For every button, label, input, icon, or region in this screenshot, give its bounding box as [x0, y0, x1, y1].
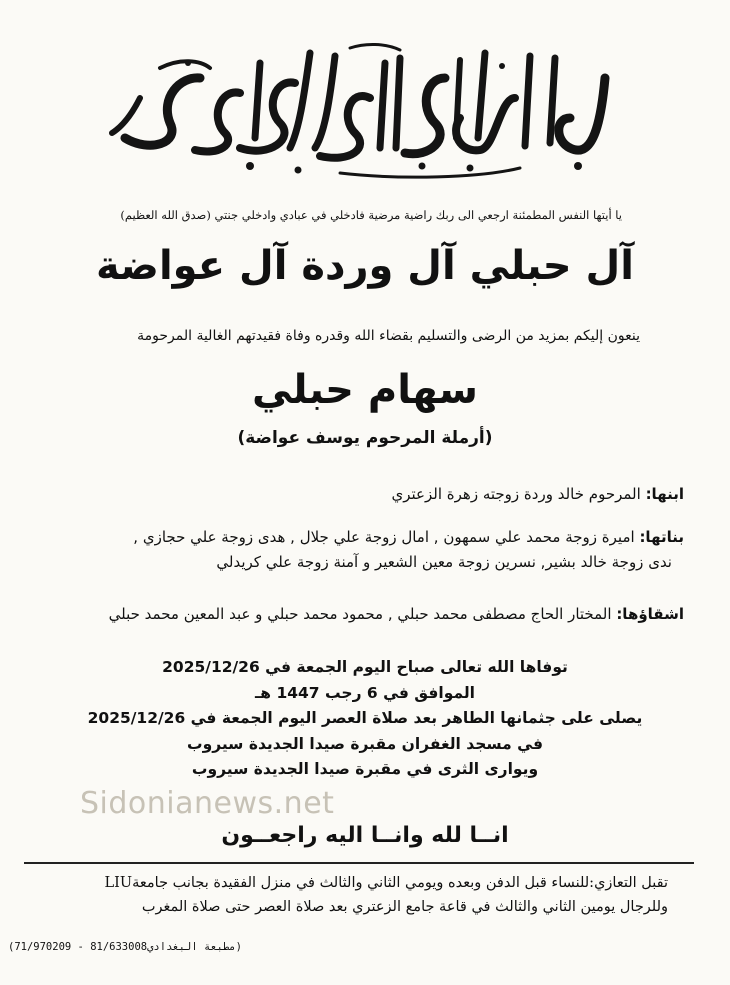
death-date-line: توفاها الله تعالى صباح اليوم الجمعة في 2025/12/26: [162, 658, 568, 676]
condolences-men: وللرجال يومين الثاني والثالث في قاعة جامع الزعتري بعد صلاة العصر حتى صلاة المغرب: [141, 899, 668, 915]
mosque-line: في مسجد الغفران مقبرة صيدا الجديدة سيروب: [187, 735, 543, 753]
daughters-label: بناتها:: [639, 528, 684, 546]
brothers-line: [109, 605, 684, 623]
daughters-line-2: ندى زوجة خالد بشير, نسرين زوجة معين الشعير و آمنة زوجة علي كريدلي: [216, 553, 672, 571]
divider: [24, 862, 694, 864]
deceased-name: سهام حبلي: [252, 367, 478, 413]
announcement-intro: ينعون إليكم بمزيد من الرضى والتسليم بقضاء الله وقدره وفاة فقيدتهم الغالية المرحومة: [137, 328, 640, 344]
burial-line: ويوارى الثرى في مقبرة صيدا الجديدة سيروب: [191, 760, 539, 778]
prayer-line: يصلى على جثمانها الطاهر بعد صلاة العصر اليوم الجمعة في 2025/12/26: [87, 709, 643, 727]
daughters-text-1: اميرة زوجة محمد علي سمهون , امال زوجة علي جلال , هدى زوجة علي حجازي ,: [133, 528, 635, 546]
widow-note: (أرملة المرحوم يوسف عواضة): [237, 428, 493, 448]
son-label: ابنها:: [645, 485, 684, 503]
brothers-label: اشقاؤها:: [616, 605, 684, 623]
watermark: Sidonianews.net: [80, 786, 335, 821]
printer-credit: (مطبعة البغدادي81/633008 - 71/970209): [8, 941, 242, 953]
brothers-text: المختار الحاج مصطفى محمد حبلي , محمود محمد حبلي و عبد المعين محمد حبلي: [108, 605, 612, 623]
calligraphy-heading: [100, 38, 620, 188]
daughters-line: [133, 528, 684, 546]
closing-phrase: انــا لله وانــا اليه راجعــون: [221, 823, 509, 848]
condolences-women: تقبل التعازي:للنساء قبل الدفن وبعده ويومي الثاني والثالث في منزل الفقيدة بجانب جامعةLIU: [104, 875, 668, 891]
quran-verse: يا أيتها النفس المطمئنة ارجعي الى ربك راضية مرضية فادخلي في عبادي وادخلي جنتي (صدق الله العظيم): [120, 208, 622, 222]
son-line: [392, 485, 685, 503]
son-text: المرحوم خالد وردة زوجته زهرة الزعتري: [391, 485, 641, 503]
hijri-date-line: الموافق في 6 رجب 1447 هـ: [255, 684, 475, 702]
families-title: آل حبلي آل وردة آل عواضة: [96, 243, 634, 289]
